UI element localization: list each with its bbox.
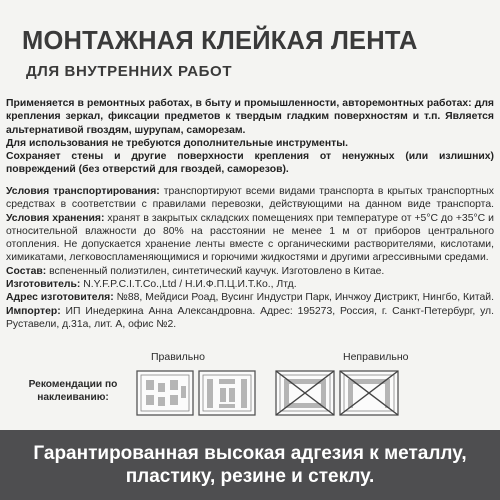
maker-label: Изготовитель: [6, 279, 81, 291]
banner-line-2: пластику, резине и стеклу. [125, 466, 375, 487]
banner-line-1: Гарантированная высокая адгезия к металлу, [33, 443, 467, 464]
transport-text: транспортируют всеми видами транспорта в крытых транспортных средствах в соответствии с правилами перевозки, действующими на данном виде транспорта. [6, 186, 494, 211]
wrong-caption: Неправильно [343, 351, 409, 363]
wrong-diagram-frame [276, 371, 334, 415]
composition-label: Состав: [6, 265, 47, 277]
recommendations-label: Рекомендации по наклеиванию: [28, 379, 118, 403]
maker-paragraph [6, 278, 494, 291]
transport-label: Условия транспортирования: [6, 186, 160, 197]
importer-text: ИП Инедеркина Анна Александровна. Адрес: 195273, Россия, г. Санкт-Петербург, ул. Руставели, д.31а, лит. А, офис №2. [6, 305, 494, 330]
page-title: МОНТАЖНАЯ КЛЕЙКАЯ ЛЕНТА [22, 27, 418, 55]
storage-label: Условия хранения: [6, 212, 105, 224]
adhesion-banner [0, 430, 500, 500]
details-section [6, 185, 494, 331]
intro-no-tools: Для использования не требуются дополнительные инструменты. [6, 137, 348, 149]
composition-paragraph [6, 265, 494, 278]
maker-text: N.Y.F.P.C.I.T.Co.,Ltd / Н.И.Ф.П.Ц.И.Т.Ко., Лтд. [80, 279, 297, 291]
wrong-diagram-tall-frame [340, 371, 398, 415]
correct-caption: Правильно [151, 351, 205, 363]
maker-address-label: Адрес изготовителя: [6, 292, 114, 304]
page-subtitle: ДЛЯ ВНУТРЕННИХ РАБОТ [26, 63, 233, 80]
maker-address-text: №88, Мейдиси Роад, Вусинг Индустри Парк, Инчжоу Дистрикт, Нингбо, Китай. [113, 292, 494, 304]
composition-text: вспененный полиэтилен, синтетический каучук. Изготовлено в Китае. [46, 265, 385, 277]
correct-diagram-vertical-strips [137, 371, 193, 415]
correct-diagram-long-strips [199, 371, 255, 415]
transport-storage-paragraph [6, 185, 494, 265]
importer-label: Импортер: [6, 305, 61, 317]
storage-text: хранят в закрытых складских помещениях при температуре от +5°С до +35°С и относительной влажности до 80% на расстоянии не менее 1 м от приборов центрального отопления. Не допускается хранение ленты вместе с органическими растворителями, кислотами, химикатами, легковоспламеняющимися и горючими жидкостями и другими агрессивными средами. [6, 212, 494, 264]
address-importer-paragraph [6, 291, 494, 331]
intro-usage: Применяется в ремонтных работах, в быту и промышленности, авторемонтных работах: для крепления зеркал, фиксации предметов к твердым гладким поверхностям и т.п. Является альтернативой гвоздям, шурупам, саморезам. [6, 98, 494, 136]
intro-protection: Сохраняет стены и другие поверхности крепления от ненужных (или излишних) повреждений (без отверстий для гвоздей, саморезов). [6, 151, 494, 176]
intro-section [6, 97, 494, 177]
